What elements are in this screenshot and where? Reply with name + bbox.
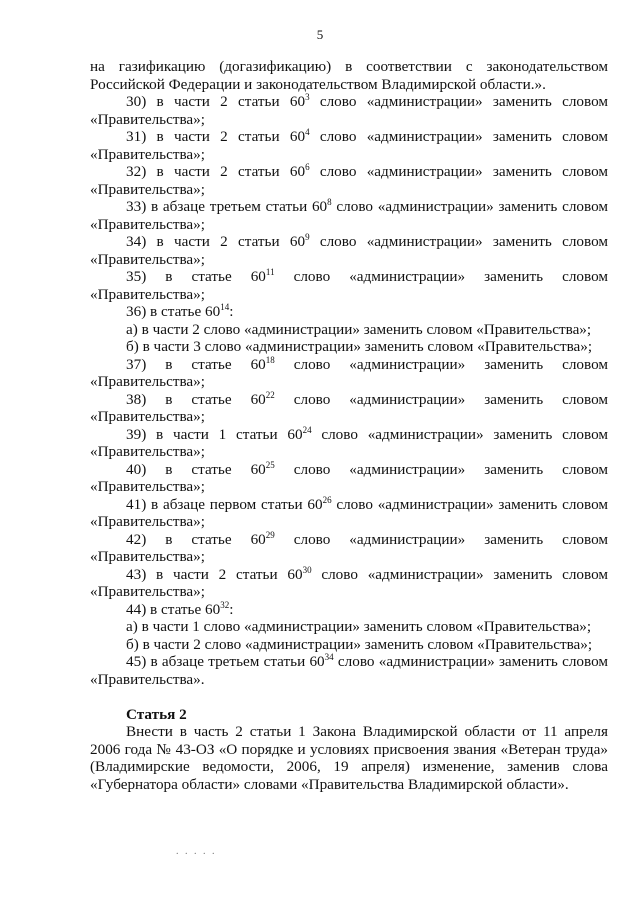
article-heading: Статья 2 — [126, 705, 187, 723]
amendment-item — [90, 58, 608, 93]
item-text: слово «администрации» заменить словом «Правительства»; — [90, 128, 609, 163]
item-text: а) в части 1 слово «администрации» заменить словом «Правительства»; — [126, 618, 592, 635]
article-superscript: 8 — [327, 197, 332, 207]
item-text: 41) в абзаце первом статьи 60 — [126, 495, 323, 513]
amendment-list — [90, 58, 608, 688]
document-body — [90, 58, 608, 793]
article-superscript: 32 — [220, 599, 230, 610]
article-superscript: 4 — [305, 127, 310, 137]
item-text: 42) в статье 60 — [126, 530, 266, 548]
item-text: 40) в статье 60 — [126, 460, 266, 478]
article-superscript: 6 — [305, 162, 310, 172]
amendment-item — [90, 496, 608, 531]
article-superscript: 24 — [302, 424, 312, 435]
sub-item — [90, 618, 608, 636]
amendment-item — [90, 653, 608, 688]
article-superscript: 3 — [305, 92, 310, 102]
item-text: слово «администрации» заменить словом «Правительства»; — [90, 460, 608, 495]
item-text: 30) в части 2 статьи 60 — [126, 93, 306, 110]
item-text: слово «администрации» заменить словом «Правительства»; — [90, 495, 608, 530]
item-text: слово «администрации» заменить словом «Правительства»; — [90, 530, 608, 565]
amendment-item — [90, 128, 608, 163]
item-text: б) в части 2 слово «администрации» заменить словом «Правительства»; — [126, 635, 593, 653]
item-text: слово «администрации» заменить словом «Правительства»; — [90, 93, 609, 128]
sub-item — [90, 338, 608, 356]
amendment-item — [90, 233, 608, 268]
item-text: 33) в абзаце третьем статьи 60 — [126, 198, 328, 215]
article-superscript: 22 — [265, 389, 275, 400]
amendment-item — [90, 531, 608, 566]
item-text: на газификацию (догазификацию) в соответствии с законодательством Российской Федерации и законодательством Владимирской области.». — [90, 58, 608, 93]
article-superscript: 11 — [265, 267, 275, 277]
item-text: а) в части 2 слово «администрации» заменить словом «Правительства»; — [126, 320, 592, 338]
item-text: 45) в абзаце третьем статьи 60 — [126, 653, 325, 670]
page-number: 5 — [316, 27, 324, 42]
sub-item — [90, 636, 608, 654]
amendment-item — [90, 93, 608, 128]
amendment-item — [90, 601, 608, 619]
item-text: слово «администрации» заменить словом «Правительства»; — [90, 355, 608, 390]
item-text: 39) в части 1 статьи 60 — [126, 425, 303, 443]
amendment-item — [90, 356, 608, 391]
amendment-item — [90, 198, 608, 233]
item-text: слово «администрации» заменить словом «Правительства»; — [90, 233, 609, 268]
article-superscript: 14 — [220, 302, 230, 312]
amendment-item — [90, 268, 608, 303]
item-text: 34) в части 2 статьи 60 — [126, 233, 306, 250]
item-text: : — [229, 303, 234, 320]
article-superscript: 26 — [322, 494, 332, 505]
article-superscript: 30 — [302, 564, 312, 575]
scan-artifact: . . . . . — [176, 846, 217, 857]
item-text: б) в части 3 слово «администрации» заменить словом «Правительства»; — [126, 338, 593, 355]
item-text: : — [229, 600, 234, 618]
amendment-item — [90, 163, 608, 198]
item-text: 38) в статье 60 — [126, 390, 266, 408]
item-text: 35) в статье 60 — [126, 268, 266, 285]
item-text: слово «администрации» заменить словом «Правительства»; — [90, 163, 609, 198]
article-text: Внести в часть 2 статьи 1 Закона Владимирской области от 11 апреля 2006 года № 43-ОЗ «О порядке и условиях присвоения звания «Ветеран труда» (Владимирские ведомости, 2006, 19 апреля) изменение, заменив слова «Губернатора области» словами «Правительства Владимирской области». — [90, 723, 608, 793]
amendment-item — [90, 461, 608, 496]
amendment-item — [90, 566, 608, 601]
item-text: 36) в статье 60 — [126, 303, 221, 320]
article-superscript: 25 — [265, 459, 275, 470]
item-text: слово «администрации» заменить словом «Правительства»; — [90, 565, 609, 600]
item-text: 37) в статье 60 — [126, 355, 266, 373]
sub-item — [90, 321, 608, 339]
item-text: 43) в части 2 статьи 60 — [126, 565, 303, 583]
item-text: слово «администрации» заменить словом «Правительства»; — [90, 390, 608, 425]
amendment-item — [90, 426, 608, 461]
item-text: 44) в статье 60 — [126, 600, 221, 618]
amendment-item — [90, 303, 608, 321]
item-text: 32) в части 2 статьи 60 — [126, 163, 306, 180]
item-text: слово «администрации» заменить словом «Правительства». — [90, 653, 609, 688]
item-text: 31) в части 2 статьи 60 — [126, 128, 306, 145]
item-text: слово «администрации» заменить словом «Правительства»; — [90, 425, 609, 460]
item-text: слово «администрации» заменить словом «Правительства»; — [90, 198, 609, 233]
article-superscript: 34 — [324, 652, 334, 662]
item-text: слово «администрации» заменить словом «Правительства»; — [90, 268, 608, 303]
article-superscript: 18 — [265, 354, 275, 365]
amendment-item — [90, 391, 608, 426]
article-superscript: 9 — [305, 232, 310, 242]
article-superscript: 29 — [265, 529, 275, 540]
